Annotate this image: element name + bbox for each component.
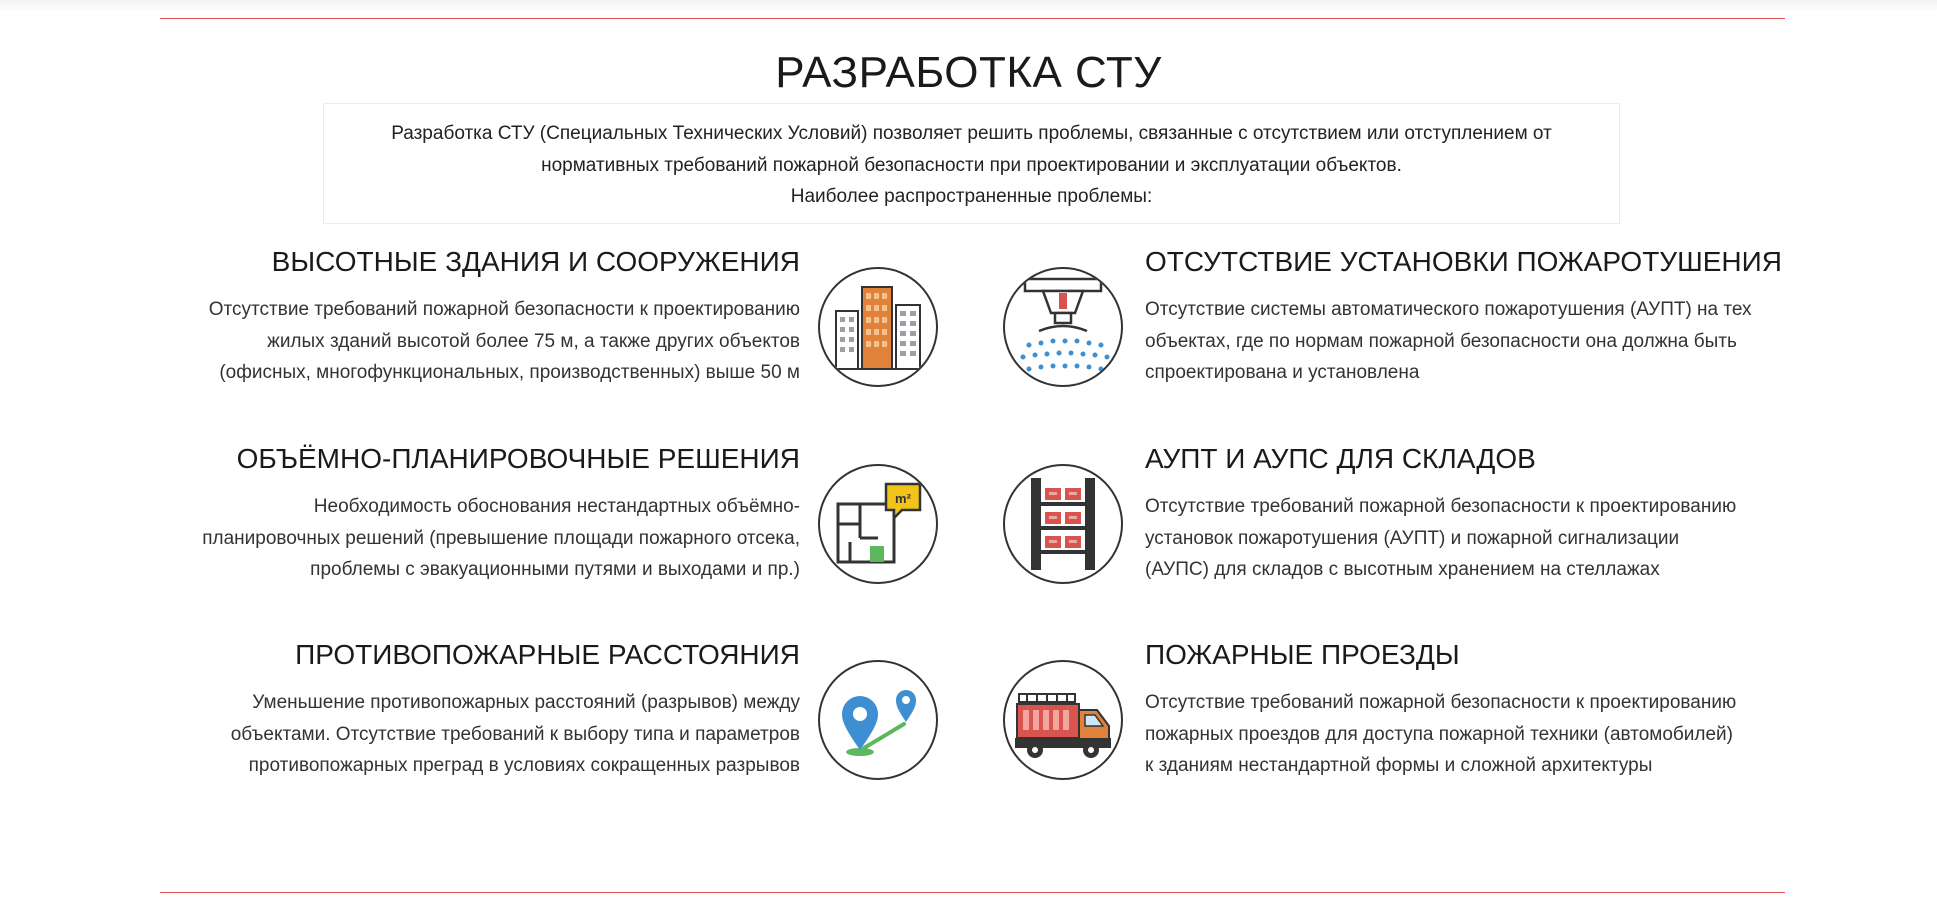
item-text-fire-distances (231, 687, 800, 782)
intro-line: нормативных требований пожарной безопасности при проектировании и эксплуатации объектов. (541, 154, 1402, 176)
top-shadow-band (0, 0, 1937, 12)
text-line: Отсутствие требований пожарной безопасности к проектированию (1145, 496, 1737, 517)
item-title-no-extinguishing: ОТСУТСТВИЕ УСТАНОВКИ ПОЖАРОТУШЕНИЯ (1145, 246, 1782, 277)
item-text-high-rise (209, 294, 800, 389)
item-title-high-rise: ВЫСОТНЫЕ ЗДАНИЯ И СООРУЖЕНИЯ (271, 246, 800, 277)
intro-line: Разработка СТУ (Специальных Технических Условий) позволяет решить проблемы, связанные с отсутствием или отступлением от (391, 123, 1552, 144)
text-line: (АУПС) для складов с высотным хранением на стеллажах (1145, 559, 1660, 580)
text-line: к зданиям нестандартной формы и сложной архитектуры (1145, 755, 1653, 776)
text-line: Отсутствие системы автоматического пожаротушения (АУПТ) на тех (1145, 299, 1752, 320)
text-line: объектами. Отсутствие требований к выбору типа и параметров (230, 723, 800, 745)
high-rise-buildings-icon (818, 267, 938, 387)
text-line: проблемы с эвакуационными путями и выходами и пр.) (310, 559, 800, 580)
item-text-fire-lanes (1145, 687, 1736, 782)
text-line: планировочных решений (превышение площади пожарного отсека, (202, 527, 800, 549)
item-text-space-planning (202, 491, 800, 586)
page-title: РАЗРАБОТКА СТУ (775, 48, 1162, 97)
top-divider (160, 18, 1785, 19)
text-line: (офисных, многофункциональных, производственных) выше 50 м (219, 362, 800, 383)
map-pins-distance-icon (818, 660, 938, 780)
warehouse-rack-icon (1003, 464, 1123, 584)
item-title-space-planning: ОБЪЁМНО-ПЛАНИРОВОЧНЫЕ РЕШЕНИЯ (236, 443, 800, 474)
intro-box (323, 103, 1620, 224)
sprinkler-icon (1003, 267, 1123, 387)
text-line: Отсутствие требований пожарной безопасности к проектированию (1145, 692, 1737, 713)
text-line: Необходимость обоснования нестандартных объёмно- (313, 496, 800, 517)
item-title-fire-distances: ПРОТИВОПОЖАРНЫЕ РАССТОЯНИЯ (295, 639, 800, 670)
text-line: спроектирована и установлена (1145, 362, 1420, 383)
area-badge: m² (895, 491, 911, 506)
floor-plan-icon (818, 464, 938, 584)
text-line: Отсутствие требований пожарной безопасности к проектированию (208, 299, 800, 320)
bottom-divider (160, 892, 1785, 893)
text-line: объектах, где по нормам пожарной безопасности она должна быть (1145, 330, 1737, 352)
text-line: противопожарных преград в условиях сокращенных разрывов (248, 755, 800, 776)
text-line: жилых зданий высотой более 75 м, а также других объектов (267, 330, 800, 352)
item-title-warehouses: АУПТ И АУПС ДЛЯ СКЛАДОВ (1145, 443, 1536, 474)
fire-truck-icon (1003, 660, 1123, 780)
text-line: установок пожаротушения (АУПТ) и пожарной сигнализации (1145, 527, 1680, 549)
item-text-no-extinguishing (1145, 294, 1752, 389)
item-text-warehouses (1145, 491, 1736, 586)
intro-line: Наиболее распространенные проблемы: (790, 186, 1153, 207)
text-line: Уменьшение противопожарных расстояний (разрывов) между (252, 692, 800, 713)
text-line: пожарных проездов для доступа пожарной техники (автомобилей) (1145, 723, 1733, 745)
item-title-fire-lanes: ПОЖАРНЫЕ ПРОЕЗДЫ (1145, 639, 1460, 670)
